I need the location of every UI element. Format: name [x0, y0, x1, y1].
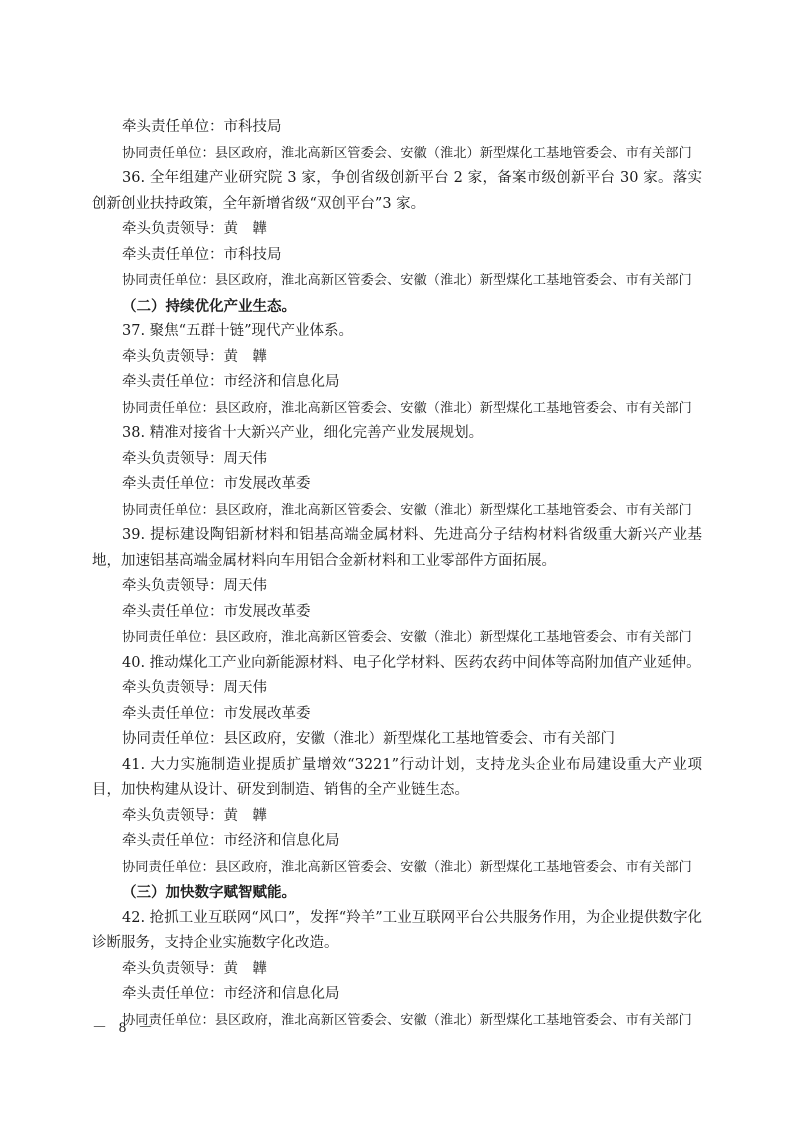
text-line: 牵头负责领导：黄 韡: [122, 807, 267, 824]
task-paragraph: 39. 提标建设陶铝新材料和铝基高端金属材料、先进高分子结构材料省级重大新兴产业基地，加速铝基高端金属材料向车用铝合金新材料和工业零部件方面拓展。: [92, 527, 702, 569]
text-line: 牵头负责领导：黄 韡: [122, 960, 267, 977]
text-line: 牵头责任单位：市经济和信息化局: [122, 374, 340, 390]
task-paragraph: 36. 全年组建产业研究院 3 家，争创省级创新平台 2 家，备案市级创新平台 30 家。落实创新创业扶持政策，全年新增省级“双创平台”3 家。: [92, 170, 702, 212]
text-line: 牵头负责领导：黄 韡: [122, 221, 267, 237]
text-line: 牵头责任单位：市科技局: [122, 246, 282, 263]
text-line: 协同责任单位：县区政府，淮北高新区管委会、安徽（淮北）新型煤化工基地管委会、市有关部门: [122, 400, 692, 416]
text-line: 牵头责任单位：市科技局: [122, 119, 282, 135]
text-line: 37. 聚焦“五群十链”现代产业体系。: [122, 323, 353, 339]
text-line: 协同责任单位：县区政府，淮北高新区管委会、安徽（淮北）新型煤化工基地管委会、市有关部门: [122, 502, 692, 518]
text-line: 牵头责任单位：市发展改革委: [122, 476, 311, 492]
text-line: 协同责任单位：县区政府，淮北高新区管委会、安徽（淮北）新型煤化工基地管委会、市有关部门: [122, 1012, 692, 1028]
task-paragraph: 41. 大力实施制造业提质扩量增效“3221”行动计划，支持龙头企业布局建设重大产业项目，加快构建从设计、研发到制造、销售的全产业链生态。: [92, 756, 702, 798]
text-line: 协同责任单位：县区政府，淮北高新区管委会、安徽（淮北）新型煤化工基地管委会、市有关部门: [122, 145, 692, 161]
text-line: 协同责任单位：县区政府，安徽（淮北）新型煤化工基地管委会、市有关部门: [122, 731, 615, 747]
text-line: 协同责任单位：县区政府，淮北高新区管委会、安徽（淮北）新型煤化工基地管委会、市有关部门: [122, 630, 692, 645]
text-line: 38. 精准对接省十大新兴产业，细化完善产业发展规划。: [122, 425, 484, 441]
text-line: 牵头责任单位：市发展改革委: [122, 705, 311, 722]
text-line: 协同责任单位：县区政府，淮北高新区管委会、安徽（淮北）新型煤化工基地管委会、市有关部门: [122, 859, 692, 875]
document-body: [92, 115, 702, 1033]
text-line: 牵头负责领导：周天伟: [122, 450, 267, 467]
text-line: 牵头负责领导：黄 韡: [122, 348, 267, 365]
section-heading: （二）持续优化产业生态。: [122, 297, 296, 315]
text-line: 牵头责任单位：市经济和信息化局: [122, 986, 340, 1002]
text-line: 牵头负责领导：周天伟: [122, 680, 267, 696]
text-line: 牵头负责领导：周天伟: [122, 578, 267, 594]
section-heading: （三）加快数字赋智赋能。: [122, 884, 296, 901]
text-line: 协同责任单位：县区政府，淮北高新区管委会、安徽（淮北）新型煤化工基地管委会、市有关部门: [122, 273, 692, 288]
text-line: 牵头责任单位：市经济和信息化局: [122, 833, 340, 849]
text-line: 40. 推动煤化工产业向新能源材料、电子化学材料、医药农药中间体等高附加值产业延伸。: [122, 654, 701, 671]
task-paragraph: 42. 抢抓工业互联网“风口”，发挥“羚羊”工业互联网平台公共服务作用，为企业提供数字化诊断服务，支持企业实施数字化改造。: [92, 909, 702, 951]
page-number: － 8 －: [92, 1020, 158, 1036]
text-line: 牵头责任单位：市发展改革委: [122, 603, 311, 620]
